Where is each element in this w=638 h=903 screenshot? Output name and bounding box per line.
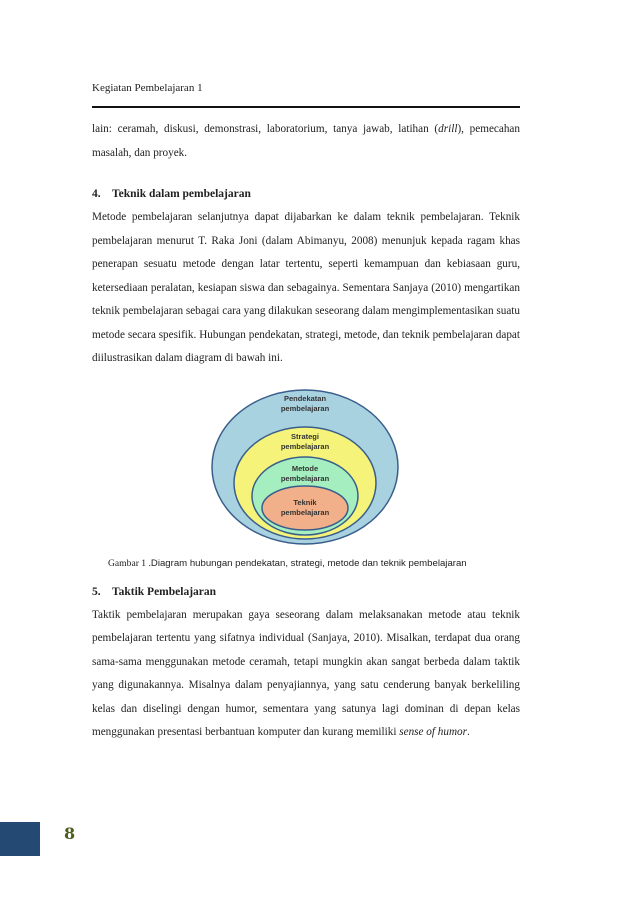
nested-ellipses-figure [210,387,400,547]
pendekatan-label-1: Pendekatan [283,393,327,403]
figure-caption [92,558,520,569]
section5-end: . [467,726,470,738]
section5-paragraph [92,604,520,745]
section4-number: 4. [92,188,101,200]
section4-paragraph: Metode pembelajaran selanjutnya dapat dijabarkan ke dalam teknik pembelajaran. Teknik pembelajaran menurut T. Raka Joni (dalam Abimanyu, 2008) menunjuk kepada ragam khas penerapan sesuatu metode dengan latar tertentu, seperti kemampuan dan kebiasaan guru, ketersediaan peralatan, kesiapan siswa dan sebagainya. Sementara Sanjaya (2010) mengartikan teknik pembelajaran sebagai cara yang dilakukan seseorang dalam mengimplementasikan suatu metode secara spesifik. Hubungan pendekatan, strategi, metode, dan teknik pembelajaran dapat diilustrasikan dalam diagram di bawah ini. [92,211,520,364]
intro-paragraph [92,118,520,165]
section5-heading [92,581,520,604]
section5-number: 5. [92,585,101,598]
intro-text-before: lain: ceramah, diskusi, demonstrasi, laboratorium, tanya jawab, latihan ( [92,123,439,135]
metode-label-2: pembelajaran [280,473,330,483]
header-rule [92,106,520,108]
section5-title: Taktik Pembelajaran [112,585,217,598]
caption-text: Diagram hubungan pendekatan, strategi, metode dan teknik pembelajaran [150,557,467,569]
intro-text-after: ), pemecahan masalah, dan proyek. [92,123,520,159]
metode-label-1: Metode [291,463,319,473]
section5-text: Taktik pembelajaran merupakan gaya seseorang dalam melaksanakan metode atau teknik pembelajaran tertentu yang sifatnya individual (Sanjaya, 2010). Misalkan, terdapat dua orang sama-sama menggunakan metode ceramah, tetapi mungkin akan sangat berbeda dalam taktik yang digunakannya. Misalnya dalam penyajiannya, yang satu cenderung banyak berkeliling kelas dan diselingi dengan humor, sementara yang satunya lagi dominan di depan kelas menggunakan presentasi berbantuan komputer dan kurang memiliki [92,608,520,738]
teknik-label-1: Teknik [293,497,317,507]
section5-italic: sense of humor [399,726,468,738]
intro-italic: drill [438,123,458,135]
pendekatan-label-2: pembelajaran [280,403,330,413]
page-content [92,112,520,745]
strategi-label-2: pembelajaran [280,441,330,451]
page-number: 8 [64,824,76,843]
page-tab-marker [0,822,40,856]
section4-heading [92,183,520,206]
strategi-label-1: Strategi [291,431,319,441]
nested-diagram [92,387,520,552]
running-header: Kegiatan Pembelajaran 1 [92,82,203,94]
caption-label: Gambar 1 . [108,557,151,569]
section4-title: Teknik dalam pembelajaran [112,188,251,200]
teknik-label-2: pembelajaran [280,507,330,517]
